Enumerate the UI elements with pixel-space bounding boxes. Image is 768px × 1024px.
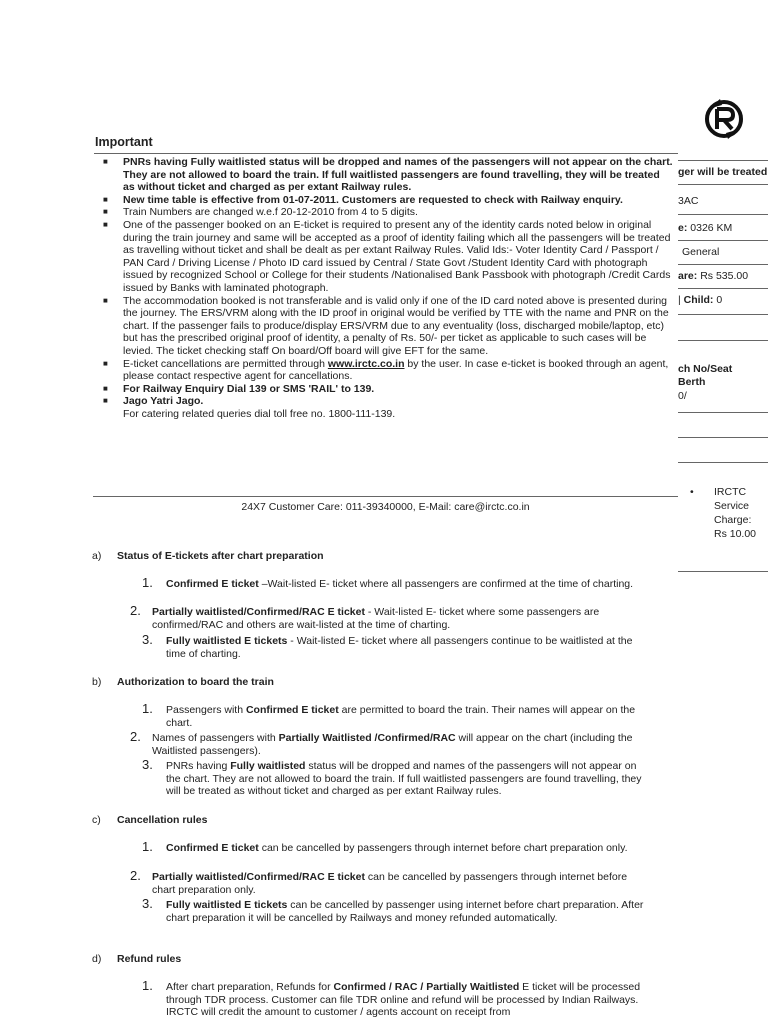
list-item: ■ PNRs having Fully waitlisted status will be dropped and names of the passengers will not appear on the chart. They are not allowed to board the train. If full waitlisted passengers are found travelling, they will be treated as without ticket and charged as per extant Railway rules. [103,156,673,194]
berth-value: 0/ [678,390,687,402]
bullet-icon: ■ [103,396,108,406]
quota-value: General [682,246,720,258]
section-heading-d: d) Refund rules [92,953,182,965]
divider [678,264,768,265]
list-item: 1. Confirmed E ticket –Wait-listed E- ticket where all passengers are confirmed at the time of charting. [142,575,634,590]
fare-label: are: [678,270,698,282]
fare-value: Rs 535.00 [700,270,749,282]
list-item: 2. Partially waitlisted/Confirmed/RAC E ticket can be cancelled by passengers through internet before chart preparation only. [130,868,628,896]
divider [678,288,768,289]
section-a-list [142,575,646,591]
customer-care-line: 24X7 Customer Care: 011-39340000, E-Mail: care@irctc.co.in [241,501,530,513]
list-item: ■ Jago Yatri Jago. [103,395,204,408]
child-value: 0 [716,294,723,306]
section-heading-a: a) Status of E-tickets after chart preparation [92,550,324,562]
divider [678,412,768,413]
list-item: For catering related queries dial toll free no. 1800-111-139. [123,407,396,420]
list-item: 3. Fully waitlisted E tickets - Wait-listed E- ticket where all passengers continue to be waitlisted at the time of charting. [142,632,633,660]
irctc-logo-icon [700,95,748,143]
list-item: 2. Names of passengers with Partially Waitlisted /Confirmed/RAC will appear on the chart (including the Waitlisted passengers). [130,729,633,757]
section-c-list [130,868,646,896]
class-value: 3AC [678,195,699,207]
divider [678,437,768,438]
service-charge-line: Charge: [714,514,752,526]
list-item: ■ For Railway Enquiry Dial 139 or SMS 'RAIL' to 139. [103,382,375,395]
bullet-icon: ■ [103,207,108,217]
section-c-list [142,896,646,924]
list-item: 1. After chart preparation, Refunds for Confirmed / RAC / Partially Waitlisted E ticket will be processed through TDR process. Customer can file TDR online and refund will be processed by Indian Railways. IRCTC will credit the amount to customer / agents account on receipt from [142,978,641,1019]
distance-label: e: [678,222,688,234]
list-item: ■ New time table is effective from 01-07-2011. Customers are requested to check with Railway enquiry. [103,193,623,206]
bullet-icon: ■ [103,157,108,166]
section-b-list [142,701,646,729]
service-charge-line: IRCTC [714,486,747,498]
divider [678,314,768,315]
divider [94,153,678,154]
divider [678,240,768,241]
important-title: Important [95,135,153,149]
bullet-icon: ■ [103,358,108,368]
irctc-link[interactable]: www.irctc.co.in [327,357,405,370]
divider [678,214,768,215]
distance-value: 0326 KM [690,222,733,234]
section-a-list [130,603,646,631]
list-item: 3. Fully waitlisted E tickets can be cancelled by passenger using internet before chart preparation. After chart preparation it will be cancelled by Railways and money refunded automatically. [142,896,644,924]
divider [678,160,768,161]
section-b-list [142,757,646,798]
child-label: Child: [683,294,714,306]
important-list [95,156,673,420]
divider [678,184,768,185]
service-charge-line: Rs 10.00 [714,528,757,540]
section-heading-b: b) Authorization to board the train [92,676,274,688]
list-item: 1. Passengers with Confirmed E ticket are permitted to board the train. Their names will appear on the chart. [142,701,636,729]
bullet-icon: ■ [103,295,108,305]
section-heading-c: c) Cancellation rules [92,814,208,826]
service-charge-line: Service [714,500,750,512]
divider [678,340,768,341]
list-item: ■ The accommodation booked is not transferable and is valid only if one of the ID card noted above is presented during the journey. The ERS/VRM along with the ID proof in original would be verified by TTE with the name and PNR on the chart. If the passenger fails to produce/display ERS/VRM due to any eventuality (loss, discharged mobile/laptop, etc) but has the prescribed original proof of identity, a penalty of Rs. 50/- per ticket as applicable to such cases will be levied. The ticket checking staff On board/Off board will give EFT for the same. [103,294,669,357]
passenger-header: ger will be treated [678,166,768,178]
divider [678,571,768,572]
list-item: ■ Train Numbers are changed w.e.f 20-12-2010 from 4 to 5 digits. [103,206,418,219]
list-item: 1. Confirmed E ticket can be cancelled by passengers through internet before chart preparation only. [142,839,628,854]
berth-header-1: ch No/Seat [678,363,733,375]
list-item: 3. PNRs having Fully waitlisted status will be dropped and names of the passengers will not appear on the chart. They are not allowed to board the train. If full waitlisted passengers are found travelling, they will be treated as without ticket and charged as per extant Railway rules. [142,757,642,798]
bullet-icon: ■ [103,194,108,204]
divider [93,496,678,497]
bullet-icon: ■ [103,219,108,229]
section-d-list [142,978,646,1019]
list-item: ■ One of the passenger booked on an E-ticket is required to present any of the identity cards noted below in original during the train journey and same will be accepted as a proof of identity failing which all the passengers will be treated as travelling without ticket and shall be dealt as per extant Railway Rules. Valid Ids:- Voter Identity Card / Passport / PAN Card / Driving License / Photo ID card issued by Central / State Govt /Student Identity Card with photograph issued by recognized School or College for their students /Nationalised Bank Passbook with photograph /Credit Cards issued by Banks with laminated photograph. [103,218,671,294]
section-c-list [142,839,646,855]
service-charge-item [690,485,760,541]
bullet-icon: • [690,486,694,498]
list-item: 2. Partially waitlisted/Confirmed/RAC E ticket - Wait-listed E- ticket where some passengers are confirmed/RAC and others are wait-listed at the time of charting. [130,603,600,631]
section-a-list [142,632,646,660]
divider [678,462,768,463]
list-item: ■ E-ticket cancellations are permitted through www.irctc.co.in by the user. In case e-ticket is booked through an agent, please contact respective agent for cancellations. [103,357,669,383]
berth-header-2: Berth [678,376,706,388]
bullet-icon: ■ [103,383,108,393]
section-b-list [130,729,646,757]
